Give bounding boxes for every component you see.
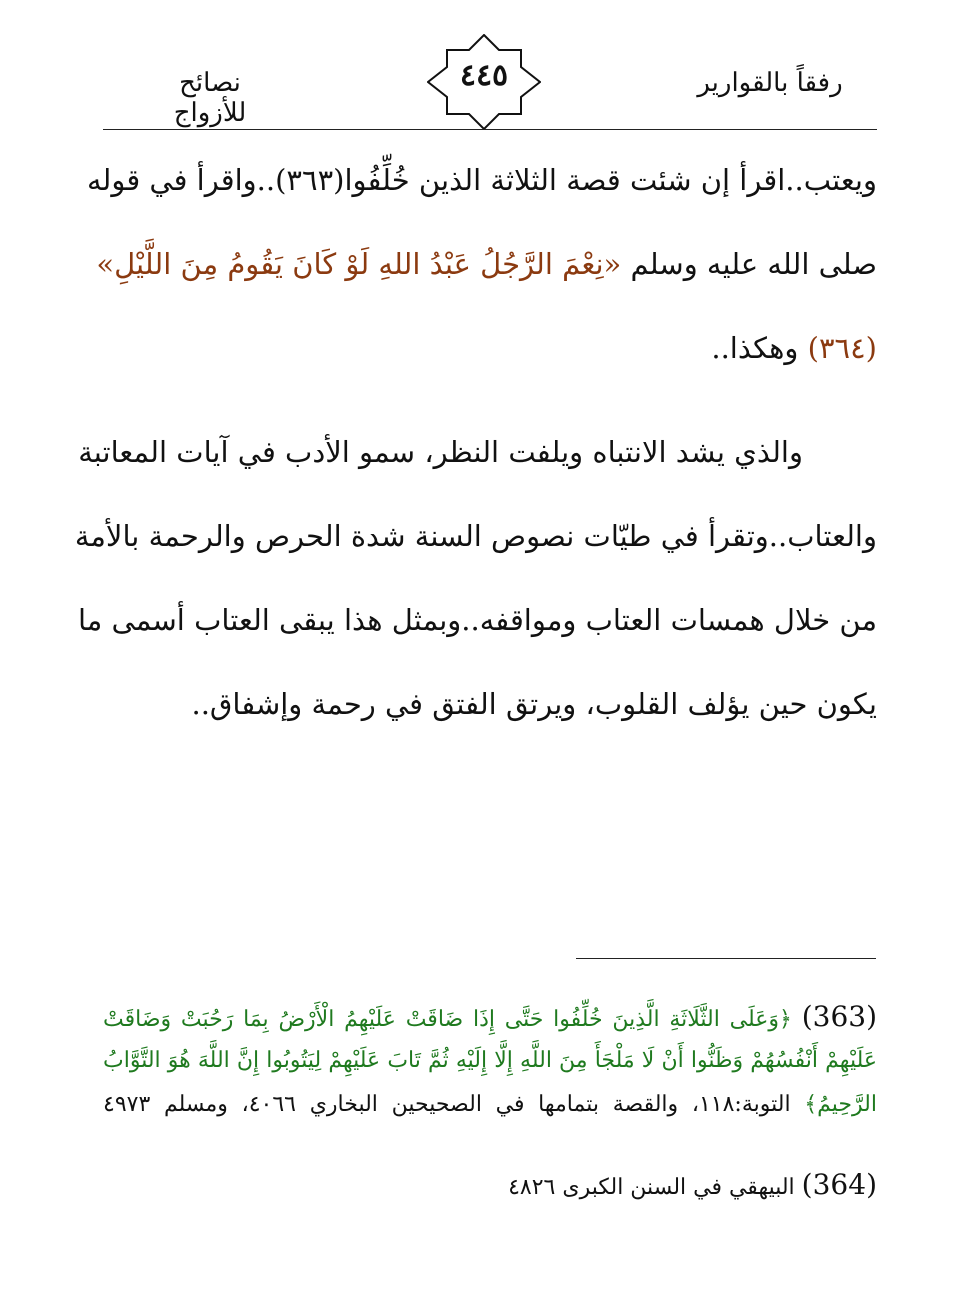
- page-number: ٤٤٥: [459, 58, 509, 93]
- paragraph-1-line-3: [103, 328, 877, 368]
- footnote-number-364: (364): [801, 1168, 877, 1201]
- footnote-363-line-1: [103, 1002, 877, 1035]
- paragraph-1-line-1: ويعتب..اقرأ إن شئت قصة الثلاثة الذين خُلِّفُوا(٣٦٣)..واقرأ في قوله: [86, 163, 877, 197]
- header-book-title: نصائح للأزواج: [173, 68, 247, 128]
- paragraph-1-line-2: [96, 244, 877, 284]
- footnote-divider: [576, 958, 876, 959]
- quran-verse-end: الرَّحِيمُ﴾: [804, 1092, 877, 1117]
- footnote-364: [103, 1170, 877, 1203]
- prophet-salutation: صلى الله عليه وسلم: [621, 247, 877, 281]
- paragraph-1-end: وهكذا..: [711, 331, 808, 365]
- hadith-quote: «نِعْمَ الرَّجُلُ عَبْدُ اللهِ لَوْ كَانَ يَقُومُ مِنَ اللَّيْلِ»: [96, 247, 622, 281]
- footnote-ref-364: (٣٦٤): [807, 331, 877, 365]
- page-number-badge: [427, 34, 541, 130]
- header-divider: [103, 129, 877, 130]
- header-section-title: رفقاً بالقوارير: [697, 68, 843, 98]
- paragraph-2-line-2: والعتاب..وتقرأ في طيّات نصوص السنة شدة الحرص والرحمة بالأمة: [74, 519, 877, 553]
- footnote-363-line-2: عَلَيْهِمْ أَنْفُسُهُمْ وَظَنُّوا أَنْ لَا مَلْجَأَ مِنَ اللَّهِ إِلَّا إِلَيْهِ ثُمَّ تَابَ عَلَيْهِمْ لِيَتُوبُوا إِنَّ اللَّهَ هُوَ التَّوَّابُ: [103, 1048, 877, 1073]
- footnote-number-363: (363): [801, 1000, 878, 1033]
- footnote-363-line-3: [103, 1090, 877, 1120]
- footnote-364-source: البيهقي في السنن الكبرى ٤٨٢٦: [508, 1175, 802, 1200]
- quran-verse-part-1: ﴿وَعَلَى الثَّلَاثَةِ الَّذِينَ خُلِّفُوا حَتَّى إِذَا ضَاقَتْ عَلَيْهِمُ الْأَرْضُ بِمَا رَحُبَتْ وَضَاقَتْ: [103, 1007, 792, 1032]
- paragraph-2-line-3: من خلال همسات العتاب ومواقفه..وبمثل هذا يبقى العتاب أسمى ما: [77, 603, 877, 637]
- paragraph-2-line-4: يكون حين يؤلف القلوب، ويرتق الفتق في رحمة وإشفاق..: [191, 687, 877, 721]
- paragraph-2-line-1: والذي يشد الانتباه ويلفت النظر، سمو الأدب في آيات المعاتبة: [78, 435, 803, 469]
- footnote-363-source: التوبة:١١٨، والقصة بتمامها في الصحيحين البخاري ٤٠٦٦، ومسلم ٤٩٧٣: [103, 1092, 805, 1117]
